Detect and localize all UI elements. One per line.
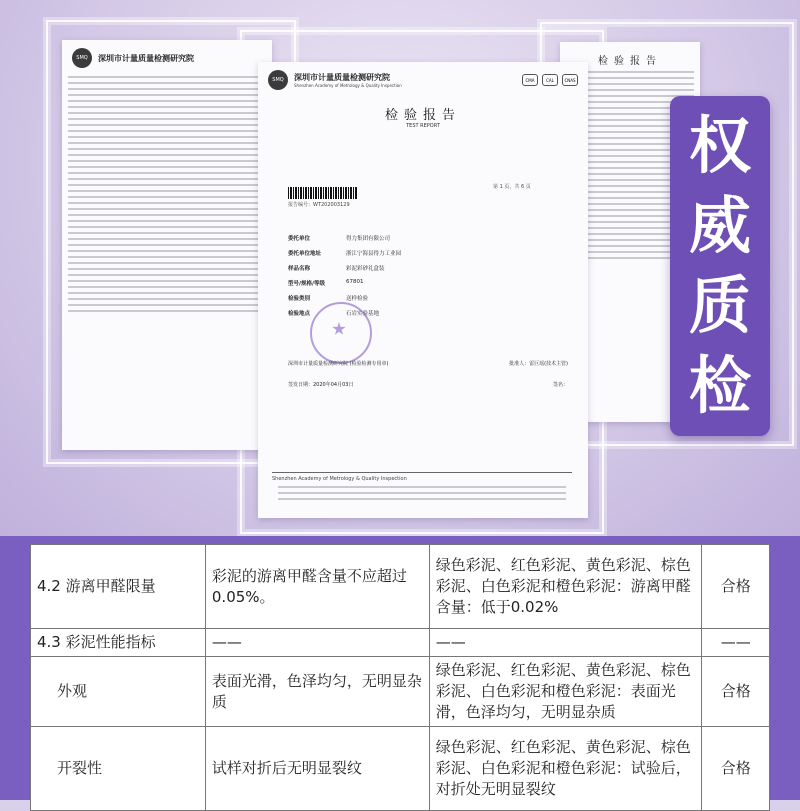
approval-label: 批准人： xyxy=(509,361,530,367)
result-cell: 绿色彩泥、红色彩泥、黄色彩泥、棕色彩泥、白色彩泥和橙色彩泥：游离甲醛含量：低于0.02% xyxy=(429,545,702,629)
table-row xyxy=(31,727,770,811)
verdict-cell: 合格 xyxy=(702,545,770,629)
report-title: 检验报告 xyxy=(384,108,461,123)
report-field: 样品名称 彩泥彩砂礼盒装 xyxy=(288,266,385,272)
report-field: 委托单位地址 浙江宁海县得力工业园 xyxy=(288,251,402,257)
institution-name: 深圳市计量质量检测研究院 xyxy=(98,53,194,63)
report-subtitle: TEST REPORT xyxy=(406,123,440,129)
page-info: 第 1 页，共 6 页 xyxy=(493,184,531,190)
item-cell: 4.3 彩泥性能指标 xyxy=(31,629,206,657)
issue-date: 签发日期：2020年04月03日 xyxy=(288,382,354,388)
institution-name-en: Shenzhen Academy of Metrology & Quality Inspection xyxy=(294,83,402,88)
report-field: 委托单位 得力集团有限公司 xyxy=(288,236,391,242)
approval-section xyxy=(288,360,568,402)
table-row xyxy=(31,629,770,657)
requirement-cell: —— xyxy=(205,629,429,657)
results-table-panel xyxy=(0,536,800,800)
badge-char: 威 xyxy=(688,189,751,262)
result-cell: 绿色彩泥、红色彩泥、黄色彩泥、棕色彩泥、白色彩泥和橙色彩泥：试验后，对折处无明显裂纹 xyxy=(429,727,702,811)
institution-logo: SMQ xyxy=(72,48,92,68)
requirement-cell: 试样对折后无明显裂纹 xyxy=(205,727,429,811)
badge-char: 权 xyxy=(688,109,751,182)
badge-char: 质 xyxy=(688,269,751,342)
report-title-right: 检验报告 xyxy=(598,56,662,67)
report-field: 型号/规格/等级 67801 xyxy=(288,279,364,287)
report-page-left xyxy=(62,40,272,450)
cma-mark-icon: CMA xyxy=(522,74,538,86)
stamp-label: 深圳市计量质量检测研究院 (检验检测专用章) xyxy=(288,361,389,367)
report-text-lines xyxy=(62,76,272,312)
sign-label: 签名： xyxy=(552,382,568,388)
cnas-mark-icon: CNAS xyxy=(562,74,578,86)
report-footer xyxy=(272,472,572,504)
report-field: 检验地点 石岩实验基地 xyxy=(288,311,380,317)
report-field: 检验类别 送样检验 xyxy=(288,296,369,302)
verdict-cell: 合格 xyxy=(702,727,770,811)
report-number: 报告编号：WT202003129 xyxy=(288,202,350,208)
footer-institution: Shenzhen Academy of Metrology & Quality Inspection xyxy=(272,475,407,482)
item-cell: 外观 xyxy=(31,657,206,727)
table-row xyxy=(31,545,770,629)
requirement-cell: 表面光滑，色泽均匀，无明显杂质 xyxy=(205,657,429,727)
institution-name: 深圳市计量质量检测研究院 xyxy=(294,73,390,82)
institution-logo: SMQ xyxy=(268,70,288,90)
result-cell: —— xyxy=(429,629,702,657)
requirement-cell: 彩泥的游离甲醛含量不应超过0.05%。 xyxy=(205,545,429,629)
result-cell: 绿色彩泥、红色彩泥、黄色彩泥、棕色彩泥、白色彩泥和橙色彩泥：表面光滑，色泽均匀，无明显杂质 xyxy=(429,657,702,727)
official-stamp-icon xyxy=(310,302,372,364)
authority-badge xyxy=(670,96,770,436)
report-page-main xyxy=(258,62,588,518)
item-cell: 开裂性 xyxy=(31,727,206,811)
barcode xyxy=(288,187,358,199)
results-table xyxy=(30,544,770,811)
cal-mark-icon: CAL xyxy=(542,74,558,86)
verdict-cell: 合格 xyxy=(702,657,770,727)
badge-char: 检 xyxy=(688,349,751,422)
approval-name: 雷巨瑶(技术主管) xyxy=(529,361,568,367)
table-row xyxy=(31,657,770,727)
item-cell: 4.2 游离甲醛限量 xyxy=(31,545,206,629)
certification-marks xyxy=(522,74,578,86)
verdict-cell: —— xyxy=(702,629,770,657)
